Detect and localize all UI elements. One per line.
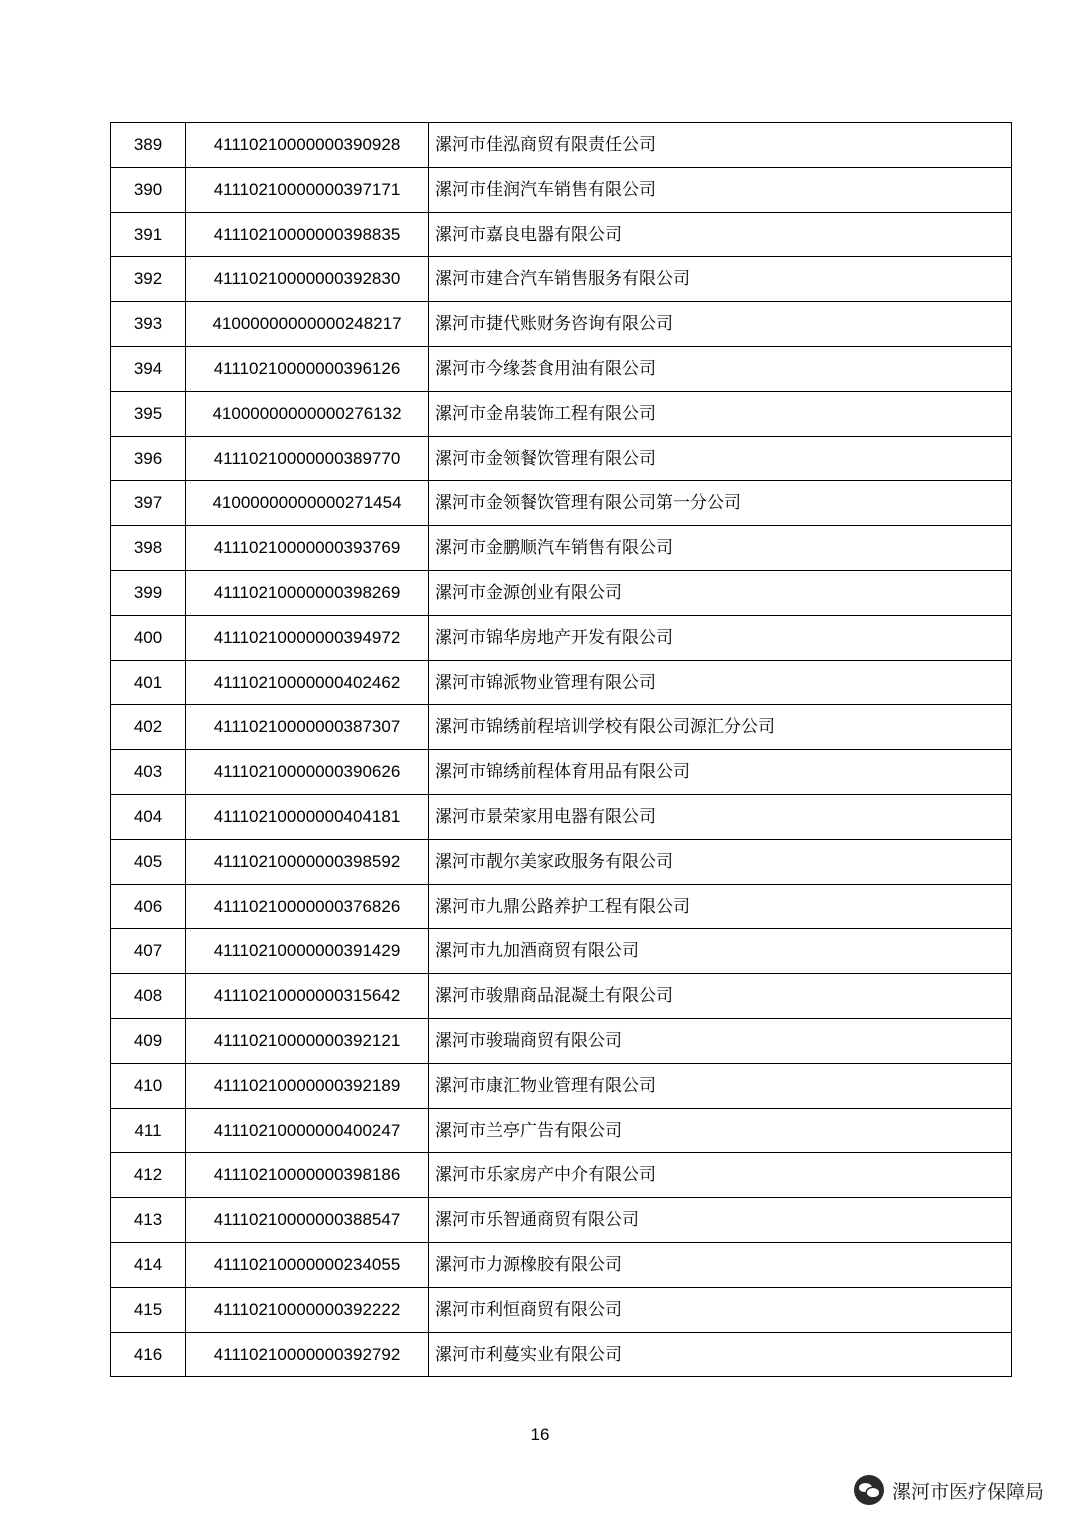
records-table-container [110, 122, 972, 1377]
cell-index: 402 [111, 705, 186, 750]
cell-index: 394 [111, 346, 186, 391]
cell-company-name: 漯河市利蔓实业有限公司 [429, 1332, 1012, 1377]
cell-company-name: 漯河市骏鼎商品混凝土有限公司 [429, 974, 1012, 1019]
cell-company-name: 漯河市乐家房产中介有限公司 [429, 1153, 1012, 1198]
cell-company-name: 漯河市九鼎公路养护工程有限公司 [429, 884, 1012, 929]
cell-index: 408 [111, 974, 186, 1019]
cell-company-name: 漯河市锦派物业管理有限公司 [429, 660, 1012, 705]
cell-code: 41110210000000388547 [186, 1198, 429, 1243]
table-row [111, 526, 1012, 571]
table-row [111, 794, 1012, 839]
cell-index: 395 [111, 391, 186, 436]
table-row [111, 346, 1012, 391]
cell-index: 401 [111, 660, 186, 705]
records-table [110, 122, 1012, 1377]
cell-code: 41110210000000404181 [186, 794, 429, 839]
cell-code: 41110210000000387307 [186, 705, 429, 750]
cell-index: 393 [111, 302, 186, 347]
cell-index: 397 [111, 481, 186, 526]
cell-company-name: 漯河市今缘荟食用油有限公司 [429, 346, 1012, 391]
cell-company-name: 漯河市利恒商贸有限公司 [429, 1287, 1012, 1332]
cell-code: 41110210000000396126 [186, 346, 429, 391]
cell-index: 414 [111, 1242, 186, 1287]
cell-company-name: 漯河市骏瑞商贸有限公司 [429, 1018, 1012, 1063]
cell-index: 413 [111, 1198, 186, 1243]
wechat-icon [854, 1475, 884, 1505]
cell-company-name: 漯河市靓尔美家政服务有限公司 [429, 839, 1012, 884]
cell-code: 41110210000000390928 [186, 123, 429, 168]
cell-company-name: 漯河市锦绣前程培训学校有限公司源汇分公司 [429, 705, 1012, 750]
cell-company-name: 漯河市金领餐饮管理有限公司 [429, 436, 1012, 481]
cell-code: 41110210000000392189 [186, 1063, 429, 1108]
cell-index: 403 [111, 750, 186, 795]
cell-company-name: 漯河市康汇物业管理有限公司 [429, 1063, 1012, 1108]
cell-index: 399 [111, 570, 186, 615]
cell-company-name: 漯河市金帛装饰工程有限公司 [429, 391, 1012, 436]
table-row [111, 1018, 1012, 1063]
cell-company-name: 漯河市嘉良电器有限公司 [429, 212, 1012, 257]
cell-company-name: 漯河市金领餐饮管理有限公司第一分公司 [429, 481, 1012, 526]
cell-code: 41110210000000394972 [186, 615, 429, 660]
cell-code: 41000000000000276132 [186, 391, 429, 436]
footer-badge-label: 漯河市医疗保障局 [891, 1481, 1044, 1503]
cell-company-name: 漯河市力源橡胶有限公司 [429, 1242, 1012, 1287]
records-table-body [111, 123, 1012, 1377]
table-row [111, 391, 1012, 436]
table-row [111, 750, 1012, 795]
cell-index: 389 [111, 123, 186, 168]
cell-index: 398 [111, 526, 186, 571]
cell-company-name: 漯河市佳泓商贸有限责任公司 [429, 123, 1012, 168]
cell-company-name: 漯河市金鹏顺汽车销售有限公司 [429, 526, 1012, 571]
cell-code: 41110210000000398186 [186, 1153, 429, 1198]
table-row [111, 1242, 1012, 1287]
cell-index: 405 [111, 839, 186, 884]
cell-company-name: 漯河市景荣家用电器有限公司 [429, 794, 1012, 839]
cell-index: 390 [111, 167, 186, 212]
cell-index: 396 [111, 436, 186, 481]
cell-code: 41110210000000234055 [186, 1242, 429, 1287]
cell-code: 41110210000000389770 [186, 436, 429, 481]
cell-code: 41000000000000248217 [186, 302, 429, 347]
table-row [111, 481, 1012, 526]
footer-badge [854, 1475, 1044, 1505]
cell-index: 392 [111, 257, 186, 302]
cell-index: 406 [111, 884, 186, 929]
cell-code: 41110210000000398592 [186, 839, 429, 884]
table-row [111, 302, 1012, 347]
cell-code: 41110210000000398835 [186, 212, 429, 257]
cell-index: 391 [111, 212, 186, 257]
table-row [111, 660, 1012, 705]
table-row [111, 1287, 1012, 1332]
cell-code: 41110210000000400247 [186, 1108, 429, 1153]
cell-index: 400 [111, 615, 186, 660]
cell-code: 41110210000000376826 [186, 884, 429, 929]
cell-code: 41110210000000398269 [186, 570, 429, 615]
cell-code: 41110210000000392830 [186, 257, 429, 302]
table-row [111, 1063, 1012, 1108]
cell-index: 415 [111, 1287, 186, 1332]
cell-code: 41110210000000392121 [186, 1018, 429, 1063]
cell-index: 410 [111, 1063, 186, 1108]
cell-index: 404 [111, 794, 186, 839]
cell-code: 41110210000000397171 [186, 167, 429, 212]
page-number: 16 [530, 1425, 550, 1444]
table-row [111, 1108, 1012, 1153]
cell-code: 41110210000000393769 [186, 526, 429, 571]
table-row [111, 974, 1012, 1019]
cell-index: 407 [111, 929, 186, 974]
cell-company-name: 漯河市兰亭广告有限公司 [429, 1108, 1012, 1153]
cell-code: 41110210000000392222 [186, 1287, 429, 1332]
table-row [111, 1332, 1012, 1377]
table-row [111, 1198, 1012, 1243]
cell-company-name: 漯河市锦绣前程体育用品有限公司 [429, 750, 1012, 795]
cell-code: 41110210000000402462 [186, 660, 429, 705]
table-row [111, 436, 1012, 481]
cell-index: 409 [111, 1018, 186, 1063]
table-row [111, 1153, 1012, 1198]
table-row [111, 839, 1012, 884]
cell-company-name: 漯河市建合汽车销售服务有限公司 [429, 257, 1012, 302]
table-row [111, 123, 1012, 168]
cell-company-name: 漯河市捷代账财务咨询有限公司 [429, 302, 1012, 347]
cell-code: 41110210000000391429 [186, 929, 429, 974]
cell-index: 412 [111, 1153, 186, 1198]
table-row [111, 167, 1012, 212]
cell-code: 41110210000000390626 [186, 750, 429, 795]
table-row [111, 705, 1012, 750]
cell-company-name: 漯河市锦华房地产开发有限公司 [429, 615, 1012, 660]
cell-company-name: 漯河市乐智通商贸有限公司 [429, 1198, 1012, 1243]
cell-company-name: 漯河市金源创业有限公司 [429, 570, 1012, 615]
table-row [111, 212, 1012, 257]
cell-code: 41110210000000315642 [186, 974, 429, 1019]
cell-company-name: 漯河市佳润汽车销售有限公司 [429, 167, 1012, 212]
cell-code: 41110210000000392792 [186, 1332, 429, 1377]
table-row [111, 570, 1012, 615]
table-row [111, 884, 1012, 929]
table-row [111, 929, 1012, 974]
cell-index: 411 [111, 1108, 186, 1153]
cell-company-name: 漯河市九加酒商贸有限公司 [429, 929, 1012, 974]
cell-code: 41000000000000271454 [186, 481, 429, 526]
cell-index: 416 [111, 1332, 186, 1377]
table-row [111, 615, 1012, 660]
table-row [111, 257, 1012, 302]
